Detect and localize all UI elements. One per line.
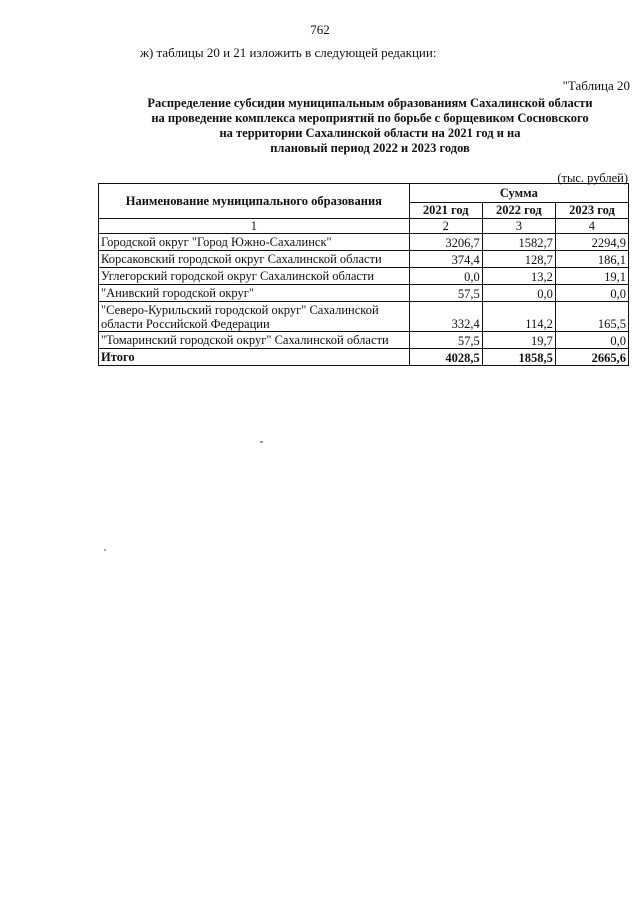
value-2022: 1582,7 <box>482 234 555 251</box>
header-row <box>99 184 629 203</box>
municipality-name: "Томаринский городской округ" Сахалинской области <box>99 332 410 349</box>
total-label: Итого <box>99 349 410 366</box>
header-sum: Сумма <box>409 184 628 203</box>
total-2023: 2665,6 <box>555 349 628 366</box>
subsidy-table <box>98 183 629 366</box>
table-row <box>99 332 629 349</box>
value-2023: 0,0 <box>555 332 628 349</box>
value-2023: 186,1 <box>555 251 628 268</box>
total-2022: 1858,5 <box>482 349 555 366</box>
table-row <box>99 285 629 302</box>
column-number: 2 <box>409 219 482 234</box>
value-2022: 128,7 <box>482 251 555 268</box>
value-2023: 165,5 <box>555 302 628 332</box>
value-2023: 0,0 <box>555 285 628 302</box>
value-2021: 332,4 <box>409 302 482 332</box>
column-number: 1 <box>99 219 410 234</box>
units-label: (тыс. рублей) <box>557 171 628 185</box>
column-number: 3 <box>482 219 555 234</box>
municipality-name-line: области Российской Федерации <box>101 316 270 331</box>
table-row <box>99 251 629 268</box>
value-2023: 19,1 <box>555 268 628 285</box>
municipality-name: Корсаковский городской округ Сахалинской области <box>99 251 410 268</box>
scan-speck <box>104 549 106 551</box>
total-row <box>99 349 629 366</box>
header-name: Наименование муниципального образования <box>99 184 410 219</box>
table-row <box>99 234 629 251</box>
column-number: 4 <box>555 219 628 234</box>
title-line: плановый период 2022 и 2023 годов <box>270 141 470 155</box>
header-year-2023: 2023 год <box>555 202 628 218</box>
header-year-2021: 2021 год <box>409 202 482 218</box>
title-line: на территории Сахалинской области на 2021 год и на <box>219 126 521 140</box>
title-line: на проведение комплекса мероприятий по борьбе с борщевиком Сосновского <box>151 111 589 125</box>
title-line: Распределение субсидии муниципальным образованиям Сахалинской области <box>147 96 593 110</box>
table-row <box>99 268 629 285</box>
value-2021: 3206,7 <box>409 234 482 251</box>
value-2021: 0,0 <box>409 268 482 285</box>
municipality-name: Городской округ "Город Южно-Сахалинск" <box>99 234 410 251</box>
municipality-name: "Анивский городской округ" <box>99 285 410 302</box>
intro-text: ж) таблицы 20 и 21 изложить в следующей редакции: <box>140 45 437 60</box>
value-2022: 114,2 <box>482 302 555 332</box>
value-2021: 374,4 <box>409 251 482 268</box>
value-2021: 57,5 <box>409 332 482 349</box>
header-year-2022: 2022 год <box>482 202 555 218</box>
value-2021: 57,5 <box>409 285 482 302</box>
table-title <box>100 96 640 156</box>
table-reference: "Таблица 20 <box>562 78 630 93</box>
municipality-name <box>99 302 410 332</box>
municipality-name: Углегорский городской округ Сахалинской области <box>99 268 410 285</box>
value-2022: 13,2 <box>482 268 555 285</box>
total-2021: 4028,5 <box>409 349 482 366</box>
table-row <box>99 302 629 332</box>
page-number: 762 <box>310 22 330 37</box>
scan-speck <box>260 441 263 443</box>
value-2022: 19,7 <box>482 332 555 349</box>
value-2023: 2294,9 <box>555 234 628 251</box>
column-number-row <box>99 219 629 234</box>
municipality-name-line: "Северо-Курильский городской округ" Сахалинской <box>101 302 379 317</box>
value-2022: 0,0 <box>482 285 555 302</box>
